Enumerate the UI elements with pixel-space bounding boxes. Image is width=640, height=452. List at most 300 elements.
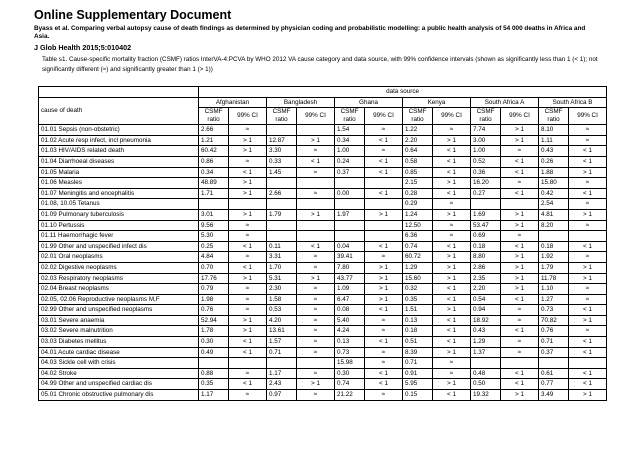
cause-cell: 01.03 HIV/AIDS related death: [39, 146, 199, 157]
ci-cell: ≈: [569, 178, 607, 189]
csmf-ratio-cell: 15.60: [403, 273, 433, 284]
cause-cell: 01.08, 10.05 Tetanus: [39, 199, 199, 210]
ci-cell: ≈: [569, 284, 607, 295]
table-row: [39, 284, 607, 295]
csmf-ratio-cell: 1.69: [471, 209, 501, 220]
ci-cell: ≈: [569, 125, 607, 136]
ci-cell: ≈: [433, 125, 471, 136]
ci-cell: < 1: [365, 379, 403, 390]
csmf-ratio-cell: 3.30: [267, 146, 297, 157]
csmf-ratio-cell: 1.71: [199, 188, 229, 199]
ci-cell: < 1: [433, 390, 471, 401]
cause-cell: 01.11 Haemorrhagic fever: [39, 231, 199, 242]
csmf-ratio-cell: 1.70: [267, 262, 297, 273]
csmf-ratio-cell: 4.84: [199, 252, 229, 263]
ci-cell: > 1: [501, 262, 539, 273]
table-row: [39, 241, 607, 252]
csmf-ratio-cell: 1.88: [539, 167, 569, 178]
ci-cell: < 1: [297, 156, 335, 167]
ci-cell: ≈: [297, 252, 335, 263]
ci-cell: ≈: [229, 368, 267, 379]
csmf-ratio-cell: [471, 199, 501, 210]
table-row: [39, 231, 607, 242]
cause-cell: 02.01 Oral neoplasms: [39, 252, 199, 263]
ci-cell: ≈: [297, 368, 335, 379]
cause-cell: 01.09 Pulmonary tuberculosis: [39, 209, 199, 220]
ci-cell: < 1: [501, 379, 539, 390]
ci-cell: ≈: [569, 135, 607, 146]
ci-cell: > 1: [433, 262, 471, 273]
table-row: [39, 252, 607, 263]
table-row: [39, 390, 607, 401]
csmf-ratio-cell: 0.34: [199, 167, 229, 178]
ci-header: 99% CI: [365, 108, 403, 125]
csmf-ratio-cell: 5.40: [335, 315, 365, 326]
csmf-ratio-cell: 2.43: [267, 379, 297, 390]
ci-cell: [501, 358, 539, 369]
ci-cell: > 1: [433, 209, 471, 220]
csmf-ratio-cell: 1.98: [199, 294, 229, 305]
ci-cell: < 1: [365, 188, 403, 199]
csmf-ratio-cell: 0.35: [403, 294, 433, 305]
ci-cell: ≈: [569, 199, 607, 210]
ci-cell: [569, 231, 607, 242]
ci-cell: < 1: [569, 337, 607, 348]
csmf-ratio-cell: 0.54: [471, 294, 501, 305]
ci-cell: ≈: [365, 146, 403, 157]
ci-cell: [229, 358, 267, 369]
ci-cell: ≈: [501, 146, 539, 157]
ci-cell: ≈: [229, 125, 267, 136]
ci-cell: < 1: [569, 368, 607, 379]
csmf-ratio-cell: 0.73: [335, 347, 365, 358]
csmf-ratio-cell: 7.74: [471, 125, 501, 136]
ci-cell: ≈: [569, 294, 607, 305]
ci-cell: > 1: [365, 273, 403, 284]
csmf-ratio-cell: 0.32: [403, 284, 433, 295]
ci-cell: < 1: [569, 241, 607, 252]
ci-cell: ≈: [297, 347, 335, 358]
csmf-ratio-cell: 60.42: [199, 146, 229, 157]
csmf-ratio-cell: 0.51: [403, 337, 433, 348]
csmf-ratio-cell: 2.54: [539, 199, 569, 210]
ci-cell: ≈: [229, 252, 267, 263]
ci-cell: ≈: [229, 390, 267, 401]
csmf-ratio-cell: 13.61: [267, 326, 297, 337]
csmf-ratio-cell: 0.18: [539, 241, 569, 252]
csmf-ratio-cell: 1.78: [199, 326, 229, 337]
csmf-ratio-header: CSMF ratio: [539, 108, 569, 125]
table-row: [39, 167, 607, 178]
ci-cell: < 1: [569, 146, 607, 157]
csmf-ratio-cell: 0.15: [403, 390, 433, 401]
ci-cell: < 1: [569, 379, 607, 390]
csmf-ratio-cell: 0.43: [471, 326, 501, 337]
source-names-row: [39, 97, 607, 108]
table-caption: Table s1. Cause-specific mortality fraction (CSMF) ratios InterVA-4:PCVA by WHO 2012 VA cause category and data source, with 99% confidence intervals (shown as significantly less than 1 (< 1); not significantly different (≈) and significantly greater than 1 (> 1)): [42, 56, 598, 73]
ci-cell: [501, 199, 539, 210]
ci-cell: > 1: [501, 390, 539, 401]
csmf-ratio-cell: 0.25: [199, 241, 229, 252]
csmf-ratio-cell: [335, 231, 365, 242]
csmf-ratio-cell: [471, 358, 501, 369]
cause-cell: 03.01 Severe anaemia: [39, 315, 199, 326]
csmf-ratio-cell: 16.20: [471, 178, 501, 189]
source-header: South Africa B: [539, 97, 607, 108]
ci-cell: > 1: [569, 390, 607, 401]
csmf-ratio-cell: [267, 125, 297, 136]
csmf-ratio-cell: 1.00: [471, 146, 501, 157]
table-row: [39, 379, 607, 390]
ci-cell: > 1: [569, 167, 607, 178]
csmf-ratio-cell: 0.42: [539, 188, 569, 199]
csmf-ratio-cell: 12.87: [267, 135, 297, 146]
ci-cell: < 1: [365, 368, 403, 379]
ci-cell: > 1: [297, 135, 335, 146]
ci-cell: ≈: [433, 231, 471, 242]
ci-cell: < 1: [501, 368, 539, 379]
csmf-ratio-cell: 1.22: [403, 125, 433, 136]
csmf-ratio-cell: 1.00: [335, 146, 365, 157]
csmf-ratio-cell: 43.77: [335, 273, 365, 284]
ci-cell: [297, 125, 335, 136]
cause-cell: 02.02 Digestive neoplasms: [39, 262, 199, 273]
csmf-ratio-cell: 5.95: [403, 379, 433, 390]
csmf-ratio-header: CSMF ratio: [199, 108, 229, 125]
ci-cell: [297, 220, 335, 231]
ci-cell: ≈: [297, 146, 335, 157]
ci-cell: ≈: [297, 326, 335, 337]
ci-cell: [365, 199, 403, 210]
cause-cell: 01.02 Acute resp infect, incl pneumonia: [39, 135, 199, 146]
journal-reference: J Glob Health 2015;5:010402: [34, 43, 132, 52]
ci-cell: < 1: [501, 156, 539, 167]
ci-cell: ≈: [229, 294, 267, 305]
csmf-ratio-cell: 12.50: [403, 220, 433, 231]
ci-cell: < 1: [433, 337, 471, 348]
csmf-ratio-cell: 2.20: [403, 135, 433, 146]
csmf-ratio-cell: 2.15: [403, 178, 433, 189]
csmf-ratio-cell: [335, 178, 365, 189]
ci-header: 99% CI: [569, 108, 607, 125]
ci-cell: > 1: [501, 273, 539, 284]
cause-cell: 01.01 Sepsis (non-obstetric): [39, 125, 199, 136]
ci-cell: < 1: [229, 337, 267, 348]
ci-cell: ≈: [365, 390, 403, 401]
ci-cell: [297, 178, 335, 189]
csmf-ratio-cell: 3.01: [199, 209, 229, 220]
ci-cell: ≈: [365, 252, 403, 263]
csmf-ratio-cell: 0.27: [471, 188, 501, 199]
csmf-ratio-cell: 1.57: [267, 337, 297, 348]
csmf-ratio-cell: 0.48: [471, 368, 501, 379]
ci-cell: > 1: [433, 252, 471, 263]
ci-cell: > 1: [229, 146, 267, 157]
csmf-ratio-cell: 1.11: [539, 135, 569, 146]
ci-cell: [365, 231, 403, 242]
csmf-ratio-cell: 0.88: [199, 368, 229, 379]
csmf-ratio-cell: 0.30: [199, 337, 229, 348]
table-row: [39, 135, 607, 146]
ci-cell: ≈: [229, 305, 267, 316]
ci-cell: ≈: [501, 347, 539, 358]
csmf-ratio-cell: 60.72: [403, 252, 433, 263]
csmf-ratio-cell: 0.30: [335, 368, 365, 379]
csmf-ratio-cell: 9.56: [199, 220, 229, 231]
table-row: [39, 337, 607, 348]
csmf-ratio-cell: [267, 199, 297, 210]
csmf-ratio-cell: 0.70: [199, 262, 229, 273]
csmf-ratio-cell: 0.94: [471, 305, 501, 316]
cause-cell: 01.04 Diarrhoeal diseases: [39, 156, 199, 167]
csmf-ratio-cell: 0.74: [403, 241, 433, 252]
ci-cell: > 1: [569, 262, 607, 273]
ci-cell: < 1: [433, 294, 471, 305]
cause-cell: 02.99 Other and unspecified neoplasms: [39, 305, 199, 316]
csmf-ratio-cell: 0.76: [199, 305, 229, 316]
ci-cell: < 1: [433, 326, 471, 337]
csmf-ratio-cell: 0.00: [335, 188, 365, 199]
ci-cell: [229, 199, 267, 210]
ci-cell: > 1: [569, 273, 607, 284]
ci-cell: [569, 358, 607, 369]
table-row: [39, 358, 607, 369]
ci-cell: > 1: [433, 135, 471, 146]
table-row: [39, 368, 607, 379]
ci-cell: > 1: [501, 209, 539, 220]
csmf-ratio-cell: 3.49: [539, 390, 569, 401]
ci-cell: ≈: [501, 231, 539, 242]
ci-cell: ≈: [297, 284, 335, 295]
ci-cell: > 1: [297, 209, 335, 220]
ci-cell: > 1: [433, 305, 471, 316]
csmf-ratio-cell: 1.24: [403, 209, 433, 220]
csmf-ratio-cell: 52.94: [199, 315, 229, 326]
ci-cell: > 1: [229, 315, 267, 326]
ci-cell: < 1: [365, 135, 403, 146]
ci-cell: < 1: [365, 305, 403, 316]
document-title: Online Supplementary Document: [34, 8, 232, 22]
ci-cell: < 1: [365, 167, 403, 178]
csmf-ratio-cell: 1.92: [539, 252, 569, 263]
csmf-ratio-cell: 0.36: [471, 167, 501, 178]
csmf-ratio-cell: 0.85: [403, 167, 433, 178]
csmf-ratio-cell: 1.27: [539, 294, 569, 305]
csmf-ratio-cell: 0.35: [199, 379, 229, 390]
ci-cell: [297, 358, 335, 369]
csmf-ratio-cell: [267, 231, 297, 242]
ci-cell: ≈: [501, 305, 539, 316]
ci-cell: ≈: [569, 326, 607, 337]
csmf-ratio-cell: 53.47: [471, 220, 501, 231]
ci-cell: > 1: [433, 273, 471, 284]
csmf-ratio-cell: 3.31: [267, 252, 297, 263]
csmf-ratio-header: CSMF ratio: [471, 108, 501, 125]
ci-cell: < 1: [501, 167, 539, 178]
ci-cell: ≈: [365, 125, 403, 136]
ci-cell: > 1: [569, 315, 607, 326]
csmf-ratio-cell: 48.89: [199, 178, 229, 189]
table-row: [39, 188, 607, 199]
data-source-header: data source: [199, 87, 607, 98]
csmf-ratio-cell: 4.24: [335, 326, 365, 337]
ci-cell: > 1: [365, 284, 403, 295]
csmf-ratio-cell: 0.11: [267, 241, 297, 252]
cause-cell: 03.03 Diabetes mellitus: [39, 337, 199, 348]
csmf-ratio-cell: 1.09: [335, 284, 365, 295]
csmf-ratio-table: [38, 86, 607, 401]
article-citation: Byass et al. Comparing verbal autopsy cause of death findings as determined by physician coding and probabilistic modelling: a public health analysis of 54 000 deaths in Africa and Asia.: [34, 25, 586, 41]
csmf-ratio-cell: 1.37: [471, 347, 501, 358]
ci-cell: < 1: [229, 347, 267, 358]
csmf-ratio-cell: 17.76: [199, 273, 229, 284]
ci-cell: < 1: [433, 284, 471, 295]
csmf-ratio-cell: 0.69: [471, 231, 501, 242]
source-header: Kenya: [403, 97, 471, 108]
ci-cell: > 1: [229, 326, 267, 337]
ci-cell: < 1: [433, 146, 471, 157]
source-header: Afghanistan: [199, 97, 267, 108]
ci-header: 99% CI: [229, 108, 267, 125]
ci-cell: ≈: [229, 284, 267, 295]
source-header: Bangladesh: [267, 97, 335, 108]
csmf-ratio-cell: 0.37: [539, 347, 569, 358]
ci-cell: > 1: [229, 188, 267, 199]
csmf-ratio-cell: 0.43: [539, 146, 569, 157]
ci-cell: > 1: [433, 178, 471, 189]
ci-cell: < 1: [501, 294, 539, 305]
csmf-ratio-cell: [335, 199, 365, 210]
csmf-ratio-cell: 4.81: [539, 209, 569, 220]
csmf-ratio-cell: 0.34: [335, 135, 365, 146]
cause-cell: 01.10 Pertussis: [39, 220, 199, 231]
cause-of-death-header: cause of death: [39, 97, 199, 125]
ci-header: 99% CI: [433, 108, 471, 125]
ci-cell: < 1: [501, 241, 539, 252]
ci-cell: > 1: [229, 273, 267, 284]
csmf-ratio-cell: 2.35: [471, 273, 501, 284]
table-row: [39, 273, 607, 284]
csmf-ratio-cell: 8.10: [539, 125, 569, 136]
csmf-ratio-cell: 19.32: [471, 390, 501, 401]
csmf-ratio-cell: 0.33: [267, 156, 297, 167]
csmf-ratio-header: CSMF ratio: [403, 108, 433, 125]
table-row: [39, 220, 607, 231]
ci-cell: [297, 231, 335, 242]
ci-cell: ≈: [501, 178, 539, 189]
csmf-ratio-cell: 7.80: [335, 262, 365, 273]
csmf-ratio-cell: 15.80: [539, 178, 569, 189]
table-row: [39, 156, 607, 167]
csmf-ratio-cell: 70.82: [539, 315, 569, 326]
source-header: South Africa A: [471, 97, 539, 108]
ci-cell: > 1: [501, 125, 539, 136]
ci-cell: ≈: [569, 252, 607, 263]
csmf-ratio-cell: 0.37: [335, 167, 365, 178]
ci-cell: > 1: [569, 209, 607, 220]
cause-cell: 04.01 Acute cardiac disease: [39, 347, 199, 358]
ci-cell: > 1: [365, 262, 403, 273]
ci-cell: < 1: [229, 167, 267, 178]
ci-cell: ≈: [229, 156, 267, 167]
csmf-ratio-cell: [539, 231, 569, 242]
ci-cell: < 1: [297, 241, 335, 252]
ci-cell: < 1: [229, 262, 267, 273]
ci-cell: > 1: [501, 252, 539, 263]
csmf-ratio-cell: 1.51: [403, 305, 433, 316]
cause-cell: 01.06 Measles: [39, 178, 199, 189]
table-row: [39, 305, 607, 316]
ci-cell: > 1: [365, 294, 403, 305]
csmf-ratio-cell: 3.00: [471, 135, 501, 146]
table-row: [39, 199, 607, 210]
csmf-ratio-cell: 0.71: [403, 358, 433, 369]
csmf-ratio-cell: 1.10: [539, 284, 569, 295]
cause-cell: 01.05 Malaria: [39, 167, 199, 178]
cause-cell: 03.02 Severe malnutrition: [39, 326, 199, 337]
csmf-ratio-cell: 0.13: [403, 315, 433, 326]
ci-cell: < 1: [501, 188, 539, 199]
table-row: [39, 326, 607, 337]
table-row: [39, 294, 607, 305]
csmf-ratio-cell: 1.54: [335, 125, 365, 136]
ci-cell: ≈: [433, 199, 471, 210]
csmf-ratio-cell: 0.13: [335, 337, 365, 348]
cause-cell: 04.03 Sickle cell with crisis: [39, 358, 199, 369]
csmf-ratio-cell: 1.79: [267, 209, 297, 220]
ci-cell: ≈: [365, 358, 403, 369]
csmf-ratio-cell: 0.79: [199, 284, 229, 295]
ci-cell: ≈: [501, 337, 539, 348]
csmf-ratio-cell: 39.41: [335, 252, 365, 263]
ci-cell: < 1: [365, 156, 403, 167]
ci-cell: < 1: [433, 156, 471, 167]
ci-cell: ≈: [229, 220, 267, 231]
table-row: [39, 209, 607, 220]
ci-cell: > 1: [501, 220, 539, 231]
ci-cell: ≈: [365, 326, 403, 337]
csmf-ratio-cell: 0.61: [539, 368, 569, 379]
ci-cell: > 1: [501, 135, 539, 146]
csmf-ratio-cell: 6.47: [335, 294, 365, 305]
csmf-ratio-cell: [267, 178, 297, 189]
csmf-ratio-cell: 0.18: [471, 241, 501, 252]
ci-cell: > 1: [297, 273, 335, 284]
ci-cell: [365, 220, 403, 231]
ci-cell: ≈: [569, 220, 607, 231]
ci-cell: ≈: [297, 315, 335, 326]
ci-cell: < 1: [365, 337, 403, 348]
table-row: [39, 347, 607, 358]
csmf-ratio-header: CSMF ratio: [335, 108, 365, 125]
ci-cell: < 1: [433, 241, 471, 252]
csmf-ratio-cell: 0.18: [403, 326, 433, 337]
table-row: [39, 262, 607, 273]
csmf-ratio-cell: 0.91: [403, 368, 433, 379]
csmf-ratio-header: CSMF ratio: [267, 108, 297, 125]
ci-cell: ≈: [297, 294, 335, 305]
csmf-ratio-cell: 1.29: [403, 262, 433, 273]
ci-cell: ≈: [229, 231, 267, 242]
csmf-ratio-cell: 6.36: [403, 231, 433, 242]
csmf-ratio-cell: [199, 199, 229, 210]
csmf-ratio-cell: 15.98: [335, 358, 365, 369]
csmf-ratio-cell: 4.20: [267, 315, 297, 326]
csmf-ratio-cell: 5.31: [267, 273, 297, 284]
ci-cell: ≈: [365, 315, 403, 326]
csmf-ratio-cell: 21.22: [335, 390, 365, 401]
csmf-ratio-cell: 1.58: [267, 294, 297, 305]
